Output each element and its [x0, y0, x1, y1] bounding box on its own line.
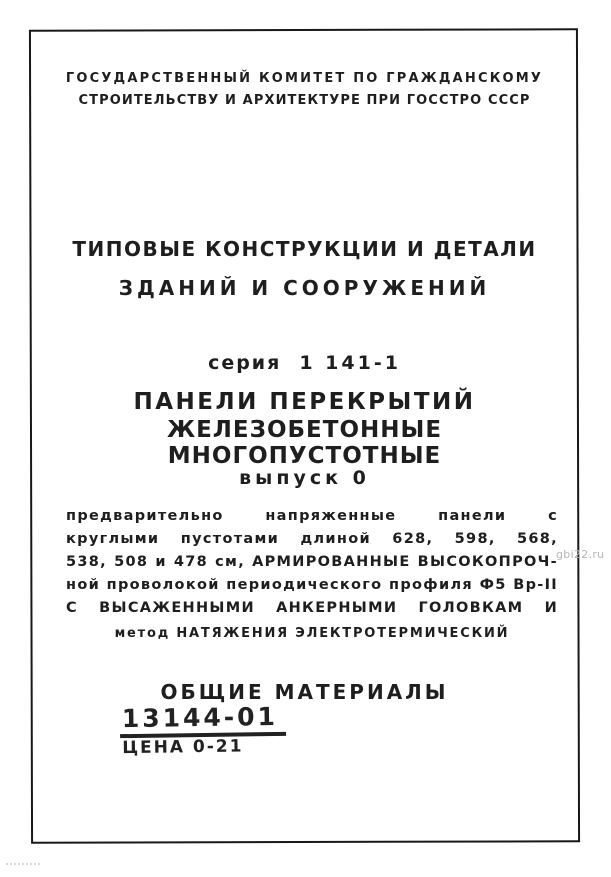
site-watermark: gbi22.ru	[556, 548, 605, 561]
description-line-2: круглыми пустотами длиной 628, 598, 568,	[66, 531, 558, 547]
scan-artifact	[6, 863, 40, 868]
description-line-4: ной проволокой периодического профиля Ф5 Вр-II	[66, 577, 558, 593]
org-header-line-1: ГОСУДАРСТВЕННЫЙ КОМИТЕТ ПО ГРАЖДАНСКОМУ	[65, 71, 544, 86]
doc-title-line-2: ЗДАНИЙ И СООРУЖЕНИЙ	[118, 276, 491, 300]
series-line	[30, 352, 579, 374]
description-line-3: 538, 508 и 478 см, АРМИРОВАННЫЕ ВЫСОКОПРОЧ-	[66, 554, 558, 570]
description-line-6: метод НАТЯЖЕНИЯ ЭЛЕКТРОТЕРМИЧЕСКИЙ	[114, 626, 510, 641]
section-title: ОБЩИЕ МАТЕРИАЛЫ	[160, 680, 449, 704]
series-number: 1 141-1	[299, 352, 401, 374]
subject-line-1: ПАНЕЛИ ПЕРЕКРЫТИЙ	[133, 389, 476, 415]
issue-line: выпуск 0	[239, 467, 370, 489]
stamp-price: ЦЕНА 0-21	[122, 736, 244, 759]
series-label: серия	[208, 352, 282, 374]
description-paragraph	[66, 506, 558, 647]
description-line-1: предварительно напряженные панели с	[66, 508, 558, 524]
org-header-line-2: СТРОИТЕЛЬСТВУ И АРХИТЕКТУРЕ ПРИ ГОССТРО СССР	[78, 93, 531, 108]
stamp-number: 13144-01	[120, 702, 287, 738]
doc-title-line-1: ТИПОВЫЕ КОНСТРУКЦИИ И ДЕТАЛИ	[72, 237, 537, 261]
inventory-stamp	[120, 702, 287, 758]
subject-line-2: ЖЕЛЕЗОБЕТОННЫЕ МНОГОПУСТОТНЫЕ	[166, 417, 443, 469]
description-line-5: С ВЫСАЖЕННЫМИ АНКЕРНЫМИ ГОЛОВКАМ И	[66, 600, 558, 616]
